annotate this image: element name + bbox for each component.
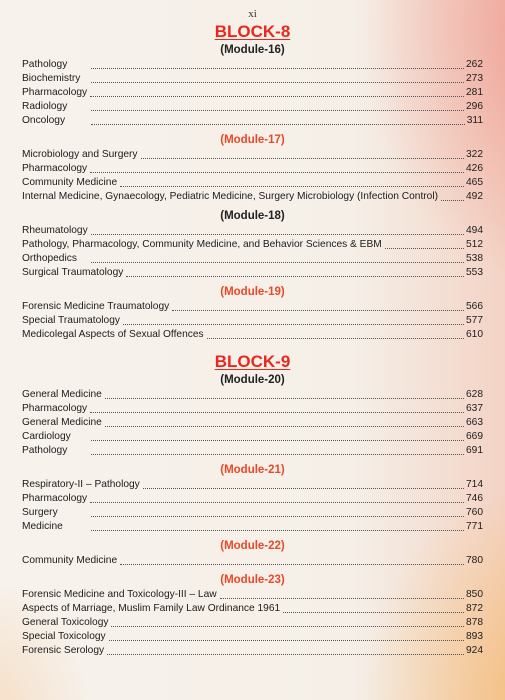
toc-entry[interactable] bbox=[22, 402, 483, 416]
toc-entry[interactable] bbox=[22, 114, 483, 128]
block-title: BLOCK-8 bbox=[214, 22, 291, 41]
entry-page-number: 872 bbox=[466, 603, 483, 614]
dot-leader bbox=[283, 612, 464, 613]
entry-page-number: 760 bbox=[466, 507, 483, 518]
dot-leader bbox=[105, 426, 464, 427]
dot-leader bbox=[123, 324, 464, 325]
entry-title: Forensic Serology bbox=[22, 645, 105, 656]
table-of-contents bbox=[22, 21, 483, 658]
entry-page-number: 663 bbox=[466, 417, 483, 428]
entry-title: Forensic Medicine and Toxicology-III – Law bbox=[22, 589, 217, 600]
dot-leader bbox=[120, 564, 464, 565]
entry-page-number: 850 bbox=[466, 589, 483, 600]
entry-title: General Medicine bbox=[22, 389, 102, 400]
entry-page-number: 878 bbox=[466, 617, 483, 628]
dot-leader bbox=[90, 502, 464, 503]
dot-leader bbox=[385, 248, 464, 249]
module-heading: (Module-16) bbox=[220, 44, 285, 56]
dot-leader bbox=[90, 172, 464, 173]
toc-entry[interactable] bbox=[22, 492, 483, 506]
module-heading: (Module-22) bbox=[220, 540, 285, 552]
entry-title: Aspects of Marriage, Muslim Family Law Ordinance 1961 bbox=[22, 603, 281, 614]
entry-title: Pathology bbox=[22, 59, 68, 70]
entry-page-number: 262 bbox=[466, 59, 483, 70]
dot-leader bbox=[91, 454, 464, 455]
toc-entry[interactable] bbox=[22, 328, 483, 342]
entry-title: Pharmacology bbox=[22, 493, 88, 504]
module-heading: (Module-17) bbox=[220, 134, 285, 146]
entry-page-number: 492 bbox=[466, 191, 483, 202]
toc-entry[interactable] bbox=[22, 388, 483, 402]
toc-entry[interactable] bbox=[22, 554, 483, 568]
entry-title: Surgery bbox=[22, 507, 58, 518]
entry-title: Oncology bbox=[22, 115, 66, 126]
dot-leader bbox=[91, 516, 464, 517]
toc-entry[interactable] bbox=[22, 224, 483, 238]
toc-entry[interactable] bbox=[22, 506, 483, 520]
entry-page-number: 512 bbox=[466, 239, 483, 250]
entry-page-number: 273 bbox=[466, 73, 483, 84]
toc-entry[interactable] bbox=[22, 162, 483, 176]
toc-entry[interactable] bbox=[22, 520, 483, 534]
dot-leader bbox=[143, 488, 464, 489]
entry-title: Community Medicine bbox=[22, 555, 118, 566]
dot-leader bbox=[91, 82, 464, 83]
toc-entry[interactable] bbox=[22, 602, 483, 616]
module-heading: (Module-18) bbox=[220, 210, 285, 222]
dot-leader bbox=[91, 530, 464, 531]
entry-title: Special Traumatology bbox=[22, 315, 120, 326]
toc-entry[interactable] bbox=[22, 100, 483, 114]
entry-page-number: 465 bbox=[466, 177, 483, 188]
toc-entry[interactable] bbox=[22, 444, 483, 458]
page-number: xi bbox=[248, 8, 257, 20]
entry-title: Radiology bbox=[22, 101, 68, 112]
entry-title: Forensic Medicine Traumatology bbox=[22, 301, 170, 312]
entry-page-number: 628 bbox=[466, 389, 483, 400]
dot-leader bbox=[105, 398, 464, 399]
entry-title: Pharmacology bbox=[22, 163, 88, 174]
module-heading: (Module-23) bbox=[220, 574, 285, 586]
toc-entry[interactable] bbox=[22, 148, 483, 162]
toc-entry[interactable] bbox=[22, 176, 483, 190]
dot-leader bbox=[172, 310, 464, 311]
entry-title: Special Toxicology bbox=[22, 631, 106, 642]
entry-page-number: 566 bbox=[466, 301, 483, 312]
dot-leader bbox=[120, 186, 464, 187]
entry-title: Respiratory-II – Pathology bbox=[22, 479, 140, 490]
dot-leader bbox=[91, 68, 464, 69]
entry-page-number: 746 bbox=[466, 493, 483, 504]
dot-leader bbox=[107, 654, 464, 655]
toc-entry[interactable] bbox=[22, 478, 483, 492]
entry-page-number: 281 bbox=[466, 87, 483, 98]
entry-page-number: 494 bbox=[466, 225, 483, 236]
entry-page-number: 322 bbox=[466, 149, 483, 160]
entry-page-number: 553 bbox=[466, 267, 483, 278]
entry-title: General Medicine bbox=[22, 417, 102, 428]
entry-title: Internal Medicine, Gynaecology, Pediatric Medicine, Surgery Microbiology (Infection Control) bbox=[22, 191, 438, 202]
entry-title: Community Medicine bbox=[22, 177, 118, 188]
entry-page-number: 311 bbox=[466, 115, 483, 126]
entry-title: Microbiology and Surgery bbox=[22, 149, 138, 160]
entry-title: Surgical Traumatology bbox=[22, 267, 124, 278]
dot-leader bbox=[109, 640, 464, 641]
toc-entry[interactable] bbox=[22, 238, 483, 252]
toc-entry[interactable] bbox=[22, 616, 483, 630]
toc-entry[interactable] bbox=[22, 300, 483, 314]
toc-entry[interactable] bbox=[22, 86, 483, 100]
toc-entry[interactable] bbox=[22, 252, 483, 266]
entry-page-number: 296 bbox=[466, 101, 483, 112]
toc-entry[interactable] bbox=[22, 430, 483, 444]
toc-entry[interactable] bbox=[22, 314, 483, 328]
entry-page-number: 714 bbox=[466, 479, 483, 490]
dot-leader bbox=[207, 338, 464, 339]
toc-entry[interactable] bbox=[22, 588, 483, 602]
toc-entry[interactable] bbox=[22, 266, 483, 280]
entry-page-number: 691 bbox=[466, 445, 483, 456]
toc-entry[interactable] bbox=[22, 72, 483, 86]
dot-leader bbox=[111, 626, 464, 627]
toc-entry[interactable] bbox=[22, 630, 483, 644]
dot-leader bbox=[90, 412, 464, 413]
entry-page-number: 577 bbox=[466, 315, 483, 326]
module-heading: (Module-21) bbox=[220, 464, 285, 476]
entry-page-number: 610 bbox=[466, 329, 483, 340]
dot-leader bbox=[220, 598, 464, 599]
module-heading: (Module-19) bbox=[220, 286, 285, 298]
toc-entry[interactable] bbox=[22, 58, 483, 72]
dot-leader bbox=[91, 110, 464, 111]
entry-title: Pharmacology bbox=[22, 403, 88, 414]
entry-title: Orthopedics bbox=[22, 253, 77, 264]
dot-leader bbox=[141, 158, 464, 159]
toc-entry[interactable] bbox=[22, 190, 483, 204]
dot-leader bbox=[90, 96, 464, 97]
block-title: BLOCK-9 bbox=[214, 352, 291, 371]
entry-title: Pharmacology bbox=[22, 87, 88, 98]
toc-entry[interactable] bbox=[22, 644, 483, 658]
entry-page-number: 426 bbox=[466, 163, 483, 174]
entry-title: Biochemistry bbox=[22, 73, 81, 84]
entry-page-number: 893 bbox=[466, 631, 483, 642]
entry-title: Medicolegal Aspects of Sexual Offences bbox=[22, 329, 204, 340]
entry-page-number: 924 bbox=[466, 645, 483, 656]
toc-entry[interactable] bbox=[22, 416, 483, 430]
dot-leader bbox=[91, 262, 464, 263]
dot-leader bbox=[91, 124, 465, 125]
entry-page-number: 780 bbox=[466, 555, 483, 566]
entry-title: Pathology, Pharmacology, Community Medicine, and Behavior Sciences & EBM bbox=[22, 239, 382, 250]
entry-title: Rheumatology bbox=[22, 225, 88, 236]
entry-title: Pathology bbox=[22, 445, 68, 456]
module-heading: (Module-20) bbox=[220, 374, 285, 386]
entry-title: General Toxicology bbox=[22, 617, 109, 628]
entry-page-number: 637 bbox=[466, 403, 483, 414]
entry-page-number: 538 bbox=[466, 253, 483, 264]
dot-leader bbox=[91, 234, 464, 235]
dot-leader bbox=[126, 276, 464, 277]
entry-page-number: 669 bbox=[466, 431, 483, 442]
entry-page-number: 771 bbox=[466, 521, 483, 532]
dot-leader bbox=[441, 200, 464, 201]
dot-leader bbox=[91, 440, 464, 441]
entry-title: Cardiology bbox=[22, 431, 71, 442]
entry-title: Medicine bbox=[22, 521, 63, 532]
